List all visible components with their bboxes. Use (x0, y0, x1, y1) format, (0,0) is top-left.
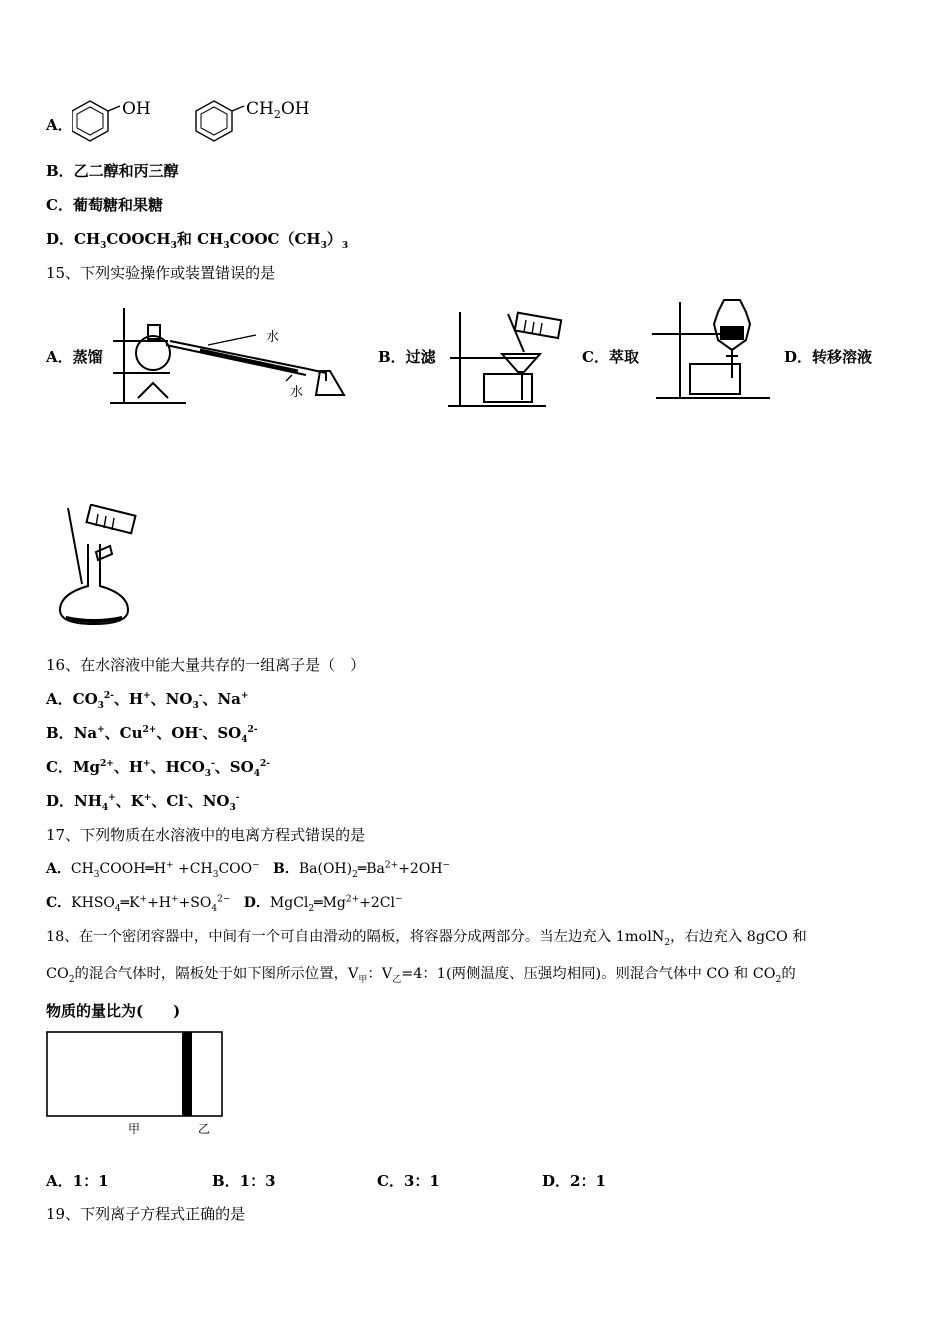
q14-option-b: B．乙二醇和丙三醇 (46, 162, 179, 180)
q17-options-ab: A．$CH_3COOH═H^+ +CH_3COO^-$ B．$Ba(OH)_2═Ba^{2+}+2OH^-$ (46, 860, 451, 880)
q15-option-d: D．转移溶液 (784, 348, 873, 366)
q15-option-a: A．蒸馏 (46, 348, 103, 366)
q18-stem-line2: $CO_2$的混合气体时，隔板处于如下图所示位置，$V_甲$：$V_乙=4$：1(两侧温度、压强均相同)。则混合气体中 CO 和 $CO_2$的 (46, 966, 796, 985)
phenol-structure (72, 99, 151, 141)
benzyl-alcohol-structure (196, 99, 310, 141)
water-inlet-label: 水 (266, 330, 280, 345)
q14-option-c: C．葡萄糖和果糖 (46, 196, 163, 214)
q15-option-b: B．过滤 (378, 348, 436, 366)
right-chamber-label: 乙 (198, 1122, 211, 1136)
q14-option-a-structures (72, 96, 332, 142)
volumetric-flask-transfer (52, 504, 144, 628)
distillation-apparatus (108, 303, 360, 409)
filtration-apparatus (446, 310, 568, 410)
water-outlet-label: 水 (290, 385, 304, 400)
q18-option-b: B．1：3 (212, 1172, 276, 1190)
phenol-oh-label: OH (122, 99, 151, 119)
q16-option-b: B．Na+、$Cu^{2+}$、OH-、$SO_4^{2-}$ (46, 724, 258, 745)
svg-text:CH2OH (246, 99, 310, 121)
q18-option-d: D．2：1 (542, 1172, 606, 1190)
q15-stem: 15、下列实验操作或装置错误的是 (46, 264, 276, 282)
ch2-subscript: 2 (273, 108, 281, 121)
q15-option-c: C．萃取 (582, 348, 639, 366)
q16-option-c: C．$Mg^{2+}$、H+、$HCO_3^-$、$SO_4^{2-}$ (46, 758, 270, 779)
q18-option-a: A．1：1 (46, 1172, 109, 1190)
q14-option-a-label: A． (46, 116, 73, 134)
q18-stem-line1: 18、在一个密闭容器中，中间有一个可自由滑动的隔板，将容器分成两部分。当左边充入 1molN$_2$，右边充入 8gCO 和 (46, 929, 807, 948)
q17-options-cd: C．$KHSO_4═K^++H^++SO_4^{2-}$ D．$MgCl_2═Mg^{2+}+2Cl^-$ (46, 894, 403, 914)
q18-container-diagram (46, 1030, 228, 1138)
q16-stem: 16、在水溶液中能大量共存的一组离子是（ ） (46, 656, 366, 674)
q17-stem: 17、下列物质在水溶液中的电离方程式错误的是 (46, 826, 366, 844)
q16-option-a: A．$CO_3^{2-}$、H+、$NO_3^-$、Na+ (46, 690, 249, 711)
q16-option-d: D．$NH_4^+$、K+、Cl-、$NO_3^-$ (46, 792, 240, 813)
q18-option-c: C．3：1 (377, 1172, 440, 1190)
extraction-apparatus (650, 294, 774, 406)
ch2-label: CH (246, 99, 274, 119)
q18-stem-line3: 物质的量比为( ) (46, 1002, 181, 1020)
q14-option-d: D．$CH_3COOCH_3$和 $CH_3COOC(CH_3)_3$ (46, 230, 349, 251)
oh-label: OH (280, 99, 310, 119)
sliding-partition (182, 1032, 192, 1116)
q19-stem: 19、下列离子方程式正确的是 (46, 1205, 246, 1223)
left-chamber-label: 甲 (128, 1122, 141, 1136)
container-box (47, 1032, 222, 1116)
